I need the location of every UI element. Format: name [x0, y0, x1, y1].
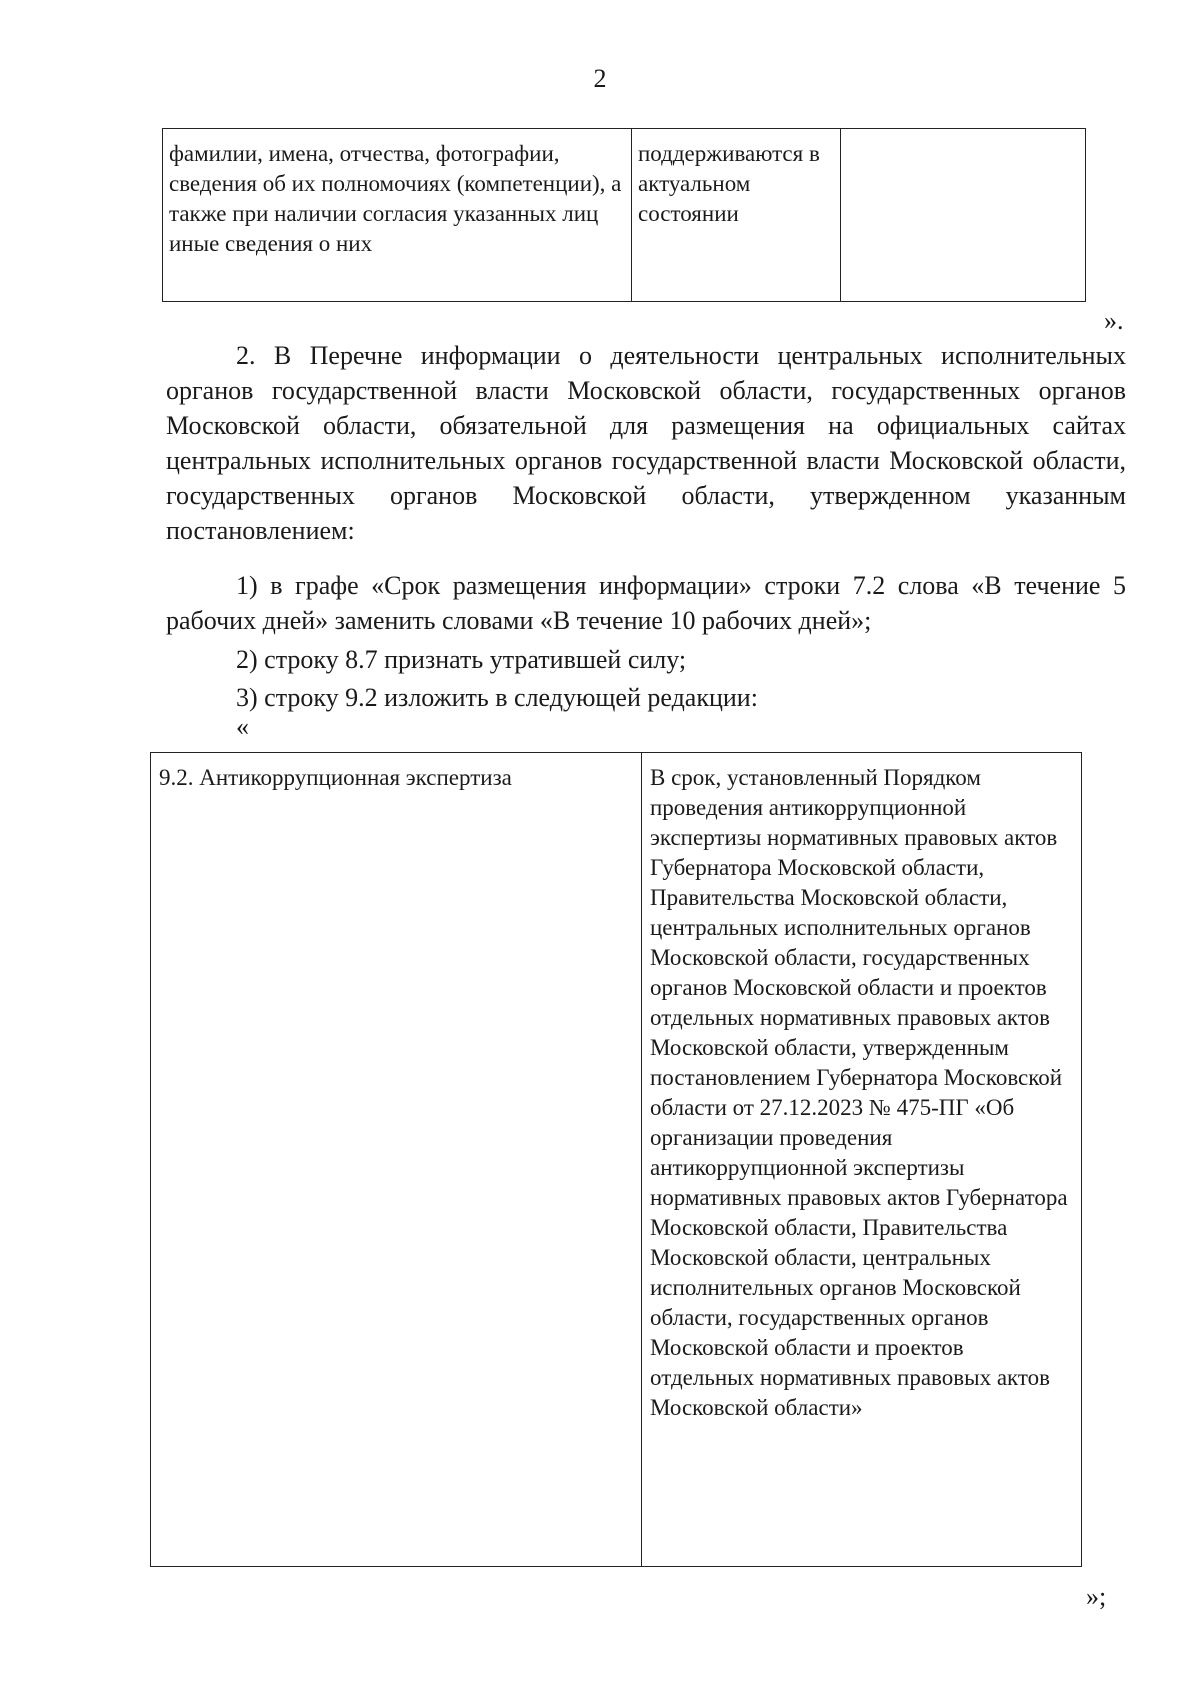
closing-quote-semicolon: »;: [1086, 1582, 1107, 1611]
table-row: [151, 753, 1082, 1567]
table-cell-deadline: В срок, установленный Порядком проведения антикоррупционной экспертизы нормативных правовых актов Губернатора Московской области, Правительства Московской области, центральных исполнительных органов Московской области, государственных органов Московской области и проектов отдельных нормативных правовых актов Московской области, утвержденным постановлением Губернатора Московской области от 27.12.2023 № 475-ПГ «Об организации проведения антикоррупционной экспертизы нормативных правовых актов Губернатора Московской области, Правительства Московской области, центральных исполнительных органов Московской области, государственных органов Московской области и проектов отдельных нормативных правовых актов Московской области»: [642, 753, 1082, 1567]
row-9-2-table: [150, 752, 1082, 1567]
table-cell-responsible: [841, 129, 1086, 302]
table-row: [163, 129, 1086, 302]
table-cell-deadline: поддерживаются в актуальном состоянии: [632, 129, 841, 302]
list-item-2: 2) строку 8.7 признать утратившей силу;: [236, 645, 687, 674]
table-cell-row-name: 9.2. Антикоррупционная экспертиза: [151, 753, 642, 1567]
table-cell-description: фамилии, имена, отчества, фотографии, сведения об их полномочиях (компетенции), а также при наличии согласия указанных лиц иные сведения о них: [163, 129, 632, 302]
paragraph-2: 2. В Перечне информации о деятельности центральных исполнительных органов государственной власти Московской области, государственных органов Московской области, обязательной для размещения на официальных сайтах центральных исполнительных органов государственной власти Московской области, государственных органов Московской области, утвержденном указанным постановлением:: [166, 341, 1126, 545]
page-number: 2: [593, 64, 607, 93]
closing-quote: ».: [1104, 306, 1124, 335]
continuation-table: [162, 128, 1086, 302]
list-item-1: 1) в графе «Срок размещения информации» строки 7.2 слова «В течение 5 рабочих дней» заменить словами «В течение 10 рабочих дней»;: [166, 571, 1126, 635]
opening-quote: «: [236, 712, 249, 741]
list-item-3: 3) строку 9.2 изложить в следующей редакции:: [236, 683, 758, 712]
